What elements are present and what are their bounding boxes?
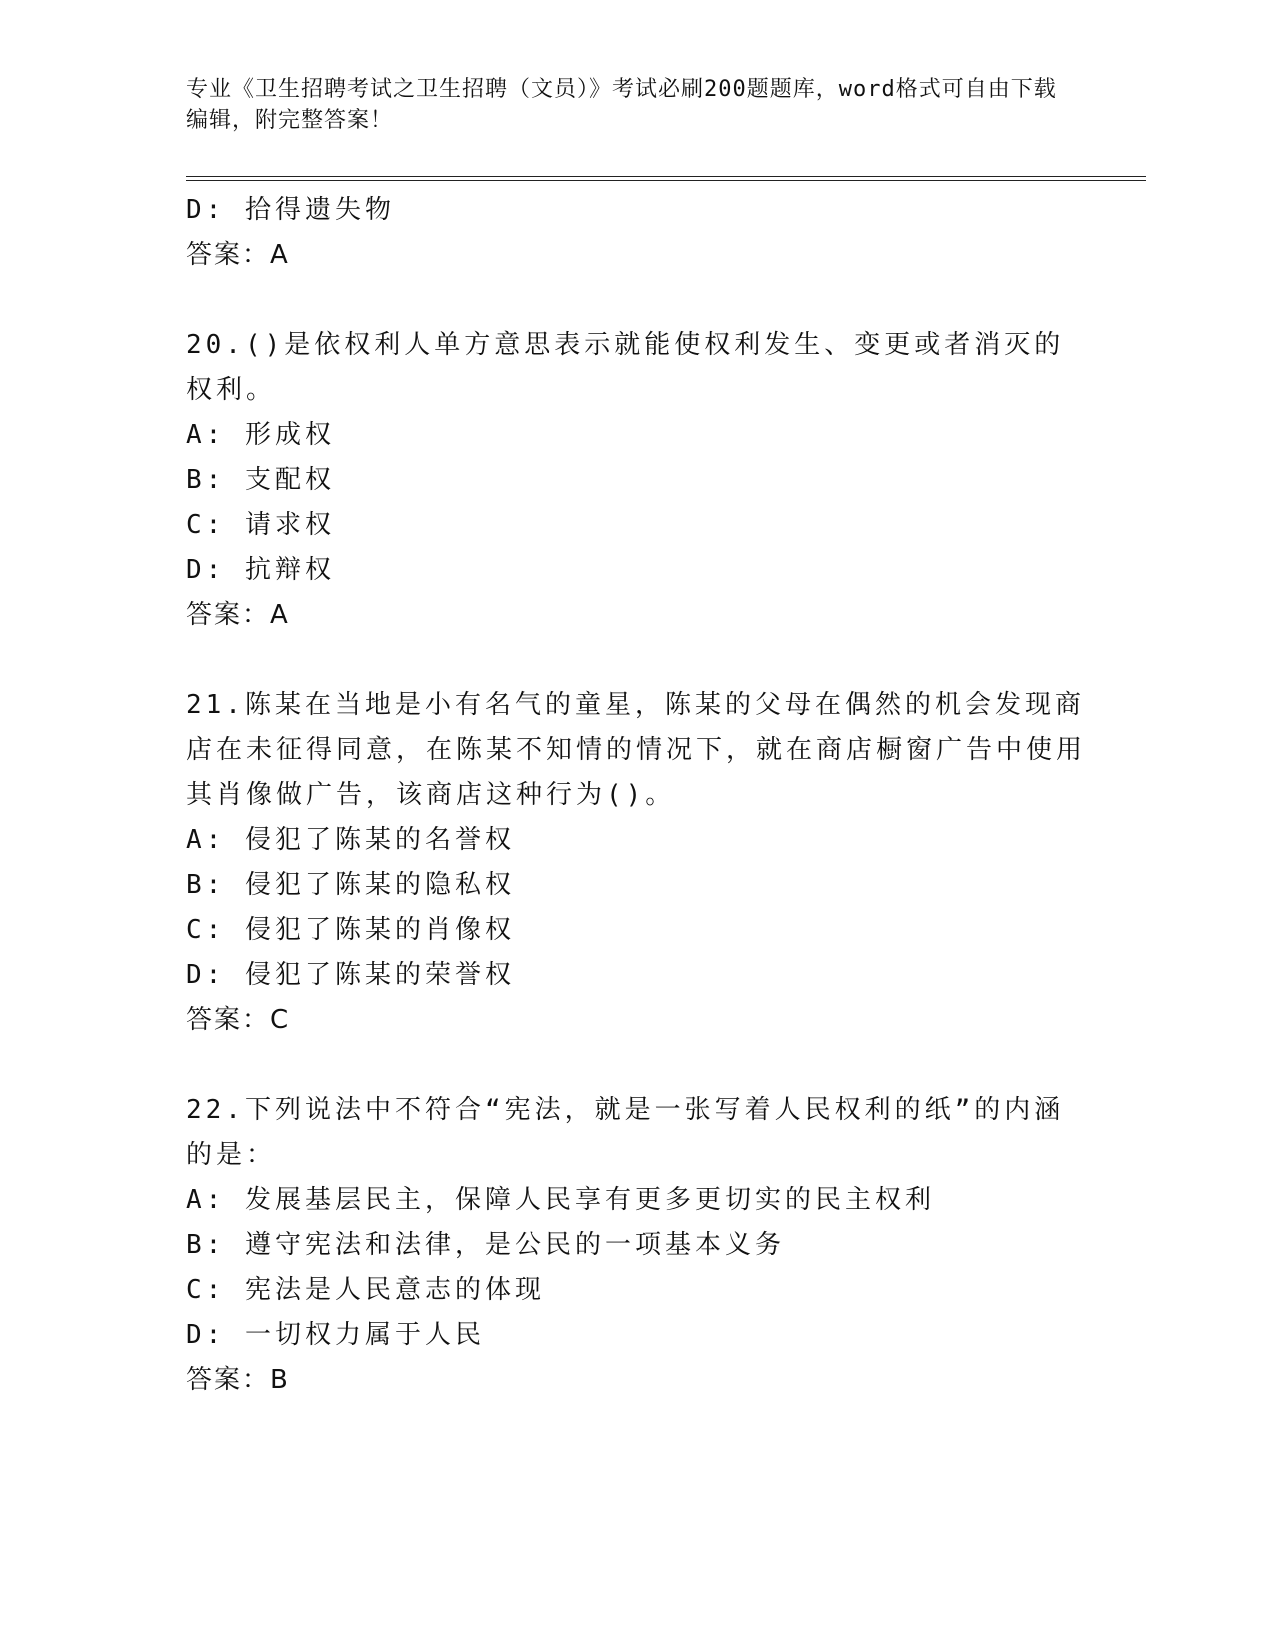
option-a: A: 侵犯了陈某的名誉权 bbox=[186, 825, 515, 855]
question-text: 22.下列说法中不符合“宪法，就是一张写着人民权利的纸”的内涵的是： bbox=[186, 1095, 1065, 1170]
option-d: D: 拾得遗失物 bbox=[186, 195, 395, 225]
spacer bbox=[186, 638, 1086, 683]
answer-line: 答案：A bbox=[186, 600, 290, 630]
page-header: 专业《卫生招聘考试之卫生招聘（文员）》考试必刷200题题库，word格式可自由下载编辑，附完整答案！ bbox=[186, 77, 1057, 133]
question-text: 21.陈某在当地是小有名气的童星，陈某的父母在偶然的机会发现商店在未征得同意，在陈某不知情的情况下，就在商店橱窗广告中使用其肖像做广告，该商店这种行为()。 bbox=[186, 690, 1087, 810]
option-d: D: 一切权力属于人民 bbox=[186, 1320, 485, 1350]
option-b: B: 支配权 bbox=[186, 465, 335, 495]
answer-line: 答案：A bbox=[186, 240, 290, 270]
document-body bbox=[186, 188, 1086, 1403]
question-text: 20.()是依权利人单方意思表示就能使权利发生、变更或者消灭的权利。 bbox=[186, 330, 1065, 405]
question-22 bbox=[186, 1088, 1086, 1403]
option-d: D: 抗辩权 bbox=[186, 555, 335, 585]
spacer bbox=[186, 278, 1086, 323]
option-c: C: 侵犯了陈某的肖像权 bbox=[186, 915, 515, 945]
header-divider bbox=[186, 176, 1146, 181]
option-a: A: 发展基层民主，保障人民享有更多更切实的民主权利 bbox=[186, 1185, 935, 1215]
option-a: A: 形成权 bbox=[186, 420, 335, 450]
answer-line: 答案：C bbox=[186, 1005, 291, 1035]
option-c: C: 请求权 bbox=[186, 510, 335, 540]
option-c: C: 宪法是人民意志的体现 bbox=[186, 1275, 545, 1305]
question-20 bbox=[186, 323, 1086, 638]
question-21 bbox=[186, 683, 1086, 1043]
answer-line: 答案：B bbox=[186, 1365, 290, 1395]
option-b: B: 侵犯了陈某的隐私权 bbox=[186, 870, 515, 900]
option-b: B: 遵守宪法和法律，是公民的一项基本义务 bbox=[186, 1230, 785, 1260]
previous-question-tail bbox=[186, 188, 1086, 278]
spacer bbox=[186, 1043, 1086, 1088]
option-d: D: 侵犯了陈某的荣誉权 bbox=[186, 960, 515, 990]
